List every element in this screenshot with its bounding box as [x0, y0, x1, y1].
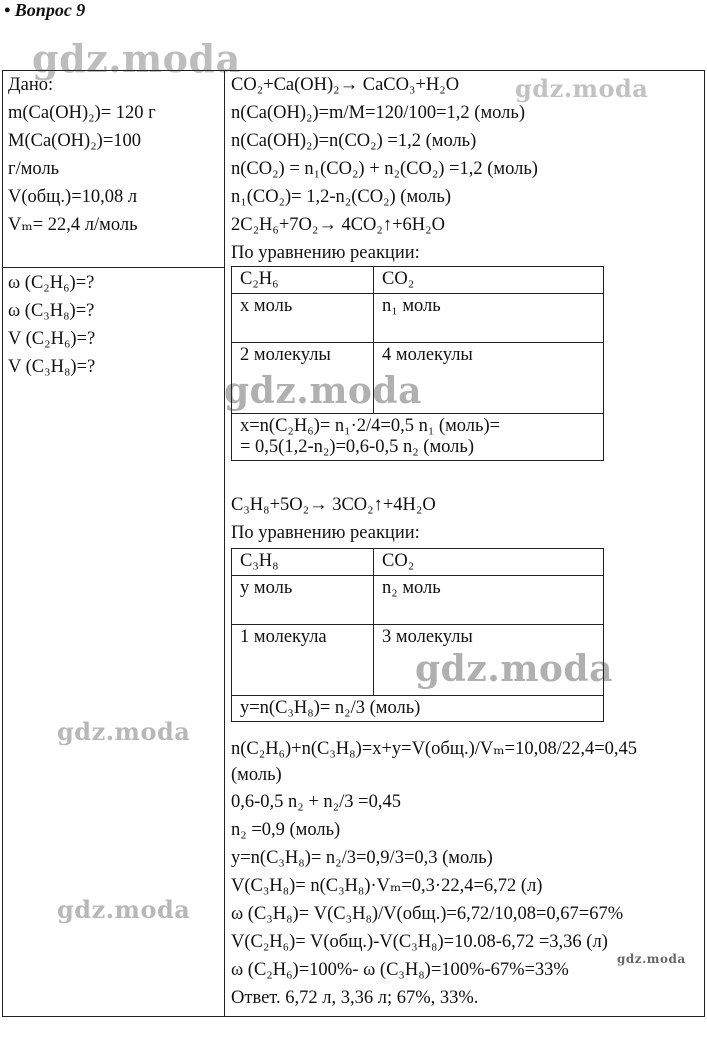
solution-line: CO₂+Ca(OH)₂→ CaCO₃+H₂O: [231, 75, 460, 95]
propane-ratio-table: [231, 548, 604, 722]
table-cell: x моль: [232, 294, 374, 343]
table-cell: n₂ моль: [374, 576, 604, 625]
ethane-ratio-table: [231, 266, 604, 461]
table-cell: 4 молекулы: [374, 343, 604, 414]
table-cell: C₂H₆: [232, 267, 374, 294]
frame-top-border: [2, 70, 705, 71]
watermark: gdz.moda: [515, 74, 649, 103]
watermark: gdz.moda: [57, 717, 191, 746]
table-cell: CO₂: [374, 549, 604, 576]
table-cell: y моль: [232, 576, 374, 625]
answer-line: Ответ. 6,72 л, 3,36 л; 67%, 33%.: [231, 988, 479, 1008]
solution-line: n(CO₂) = n₁(CO₂) + n₂(CO₂) =1,2 (моль): [231, 159, 538, 179]
table-cell: 2 молекулы: [232, 343, 374, 414]
solution-line: n₂ =0,9 (моль): [231, 820, 341, 840]
table-cell: CO₂: [374, 267, 604, 294]
solution-line: n(C₂H₆)+n(C₃H₈)=x+y=V(общ.)/Vₘ=10,08/22,4=0,45: [231, 739, 638, 759]
solution-line: (моль): [231, 765, 282, 785]
watermark: gdz.moda: [57, 895, 191, 924]
given-molar-mass-unit: г/моль: [8, 159, 60, 179]
solution-line: n(Ca(OH)₂)=m/M=120/100=1,2 (моль): [231, 103, 525, 123]
solution-line: 0,6-0,5 n₂ + n₂/3 =0,45: [231, 792, 401, 812]
question-title: • Вопрос 9: [4, 0, 86, 20]
given-find-divider: [2, 267, 224, 268]
given-molar-mass: M(Ca(OH)₂)=100: [8, 131, 141, 151]
frame-right-border: [704, 70, 705, 1016]
table-formula-cell: [232, 414, 604, 461]
solution-line: y=n(C₃H₈)= n₂/3=0,9/3=0,3 (моль): [231, 848, 493, 868]
solution-line: n(Ca(OH)₂)=n(CO₂) =1,2 (моль): [231, 131, 477, 151]
find-volume-ethane: V (C₂H₆)=?: [8, 329, 96, 349]
table-cell: 3 молекулы: [374, 625, 604, 696]
watermark: gdz.moda: [32, 36, 241, 81]
find-omega-propane: ω (C₃H₈)=?: [8, 301, 95, 321]
solution-line: n₁(CO₂)= 1,2-n₂(CO₂) (моль): [231, 187, 452, 207]
table-cell: 1 молекула: [232, 625, 374, 696]
formula-line: x=n(C₂H₆)= n₁·2/4=0,5 n₁ (моль)=: [240, 416, 501, 436]
solution-line: ω (C₃H₈)= V(C₃H₈)/V(общ.)=6,72/10,08=0,67=67%: [231, 904, 624, 924]
given-mass: m(Ca(OH)₂)= 120 г: [8, 103, 156, 123]
formula-line: y=n(C₃H₈)= n₂/3 (моль): [240, 698, 421, 718]
watermark: gdz.moda: [224, 370, 422, 412]
given-total-volume: V(общ.)=10,08 л: [8, 187, 138, 207]
watermark: gdz.moda: [617, 952, 686, 966]
solution-line: 2C₂H₆+7O₂→ 4CO₂↑+6H₂O: [231, 215, 445, 235]
table-formula-cell: [232, 696, 604, 722]
formula-line: = 0,5(1,2-n₂)=0,6-0,5 n₂ (моль): [240, 437, 474, 457]
table-cell: n₁ моль: [374, 294, 604, 343]
solution-line: C₃H₈+5O₂→ 3CO₂↑+4H₂O: [231, 495, 436, 515]
frame-left-border: [2, 70, 3, 1016]
find-volume-propane: V (C₃H₈)=?: [8, 357, 96, 377]
table-cell: C₃H₈: [232, 549, 374, 576]
frame-column-divider: [224, 70, 225, 1016]
solution-line: V(C₃H₈)= n(C₃H₈)·Vₘ=0,3·22,4=6,72 (л): [231, 876, 543, 896]
solution-line: По уравнению реакции:: [231, 243, 420, 263]
frame-bottom-border: [2, 1016, 705, 1017]
find-omega-ethane: ω (C₂H₆)=?: [8, 273, 95, 293]
solution-line: ω (C₂H₆)=100%- ω (C₃H₈)=100%-67%=33%: [231, 960, 569, 980]
watermark: gdz.moda: [415, 648, 613, 690]
given-label: Дано:: [8, 75, 54, 95]
given-molar-volume: Vₘ= 22,4 л/моль: [8, 215, 138, 235]
solution-line: По уравнению реакции:: [231, 523, 420, 543]
solution-line: V(C₂H₆)= V(общ.)-V(C₃H₈)=10.08-6,72 =3,36 (л): [231, 932, 608, 952]
